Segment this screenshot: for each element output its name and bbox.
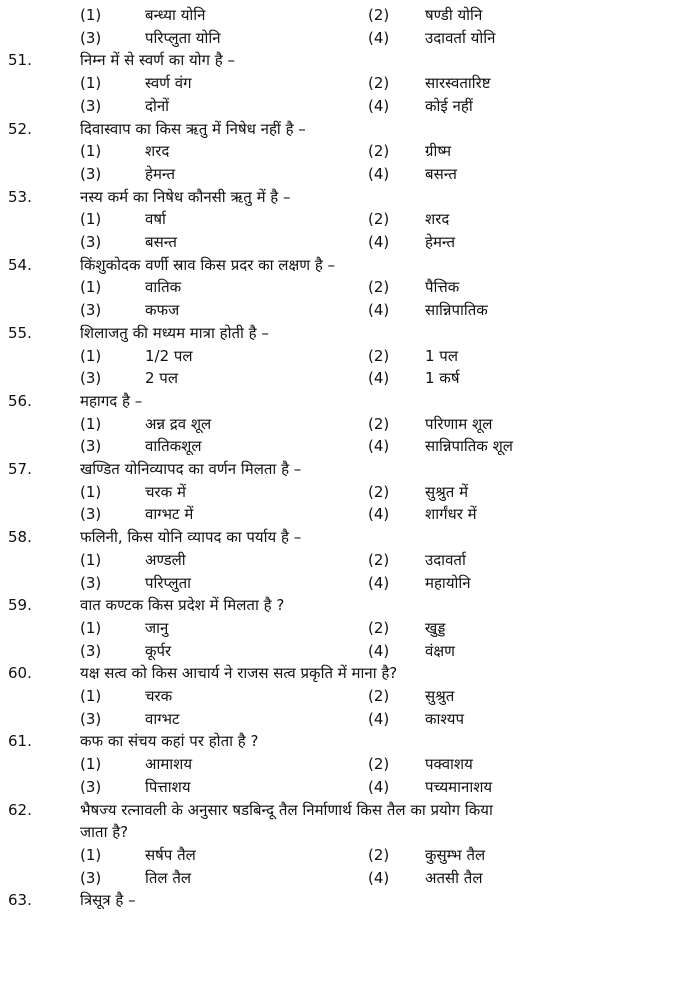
option-text: अतसी तैल [425,868,483,887]
option-row [0,231,700,253]
option-number: (4) [368,233,390,251]
question-row [0,118,700,140]
option-number: (3) [80,777,102,796]
option-number: (2) [368,74,390,93]
option-text: स्वर्ण वंग [145,74,192,93]
question-row [0,594,700,616]
option-text: शरद [145,142,170,161]
question-number: 52. [8,119,32,138]
option-row [0,572,700,594]
option-number: (1) [80,142,102,161]
option-text: परिप्लुता [145,573,192,592]
question-text: यक्ष सत्व को किस आचार्य ने राजस सत्व प्रकृति में माना है? [80,664,398,683]
option-text: काश्यप [425,709,465,728]
question-row [0,889,700,911]
option-text: पित्ताशय [145,777,191,796]
option-row [0,640,700,662]
option-row [0,685,700,707]
question-text: शिलाजतु की मध्यम मात्रा होती है – [80,323,269,342]
option-text: सुश्रुत [425,687,455,705]
option-row [0,4,700,26]
option-text: कुसुम्भ तैल [425,845,486,864]
question-text: कफ का संचय कहां पर होता है ? [80,732,259,751]
option-row [0,163,700,185]
option-number: (1) [80,414,102,433]
question-text: महागद है – [80,391,143,410]
option-row [0,208,700,230]
option-number: (1) [80,845,102,864]
option-number: (1) [80,618,102,637]
question-number: 59. [8,596,32,615]
option-text: चरक में [145,482,186,501]
option-text: हेमन्त [425,233,456,251]
option-row [0,549,700,571]
option-row [0,503,700,525]
option-number: (1) [80,210,102,229]
question-text: भैषज्य रत्नावली के अनुसार षडबिन्दू तैल निर्माणार्थ किस तैल का प्रयोग किया [80,800,493,819]
question-row [0,322,700,344]
option-number: (1) [80,74,102,93]
option-number: (3) [80,301,102,320]
option-number: (3) [80,233,102,251]
option-number: (1) [80,278,102,297]
option-row [0,844,700,866]
option-number: (4) [368,301,390,320]
option-number: (3) [80,437,102,456]
option-number: (4) [368,28,390,47]
question-row [0,186,700,208]
option-text: पक्वाशय [425,755,473,774]
option-number: (2) [368,550,390,569]
option-text: कफज [145,301,180,320]
option-text: उदावर्ता [425,550,466,569]
question-number: 53. [8,187,32,206]
option-row [0,481,700,503]
option-text: सर्षप तैल [145,845,196,864]
option-text: परिणाम शूल [425,414,493,433]
question-number: 63. [8,891,32,910]
option-text: 1 कर्ष [425,369,460,388]
option-row [0,617,700,639]
option-text: खुड्ड [425,618,446,637]
option-text: बसन्त [145,233,177,251]
question-text: नस्य कर्म का निषेध कौनसी ऋतु में है – [80,187,291,206]
option-number: (1) [80,687,102,705]
option-number: (2) [368,845,390,864]
option-row [0,435,700,457]
question-row [0,526,700,548]
question-text: किंशुकोदक वर्णी स्राव किस प्रदर का लक्षण है – [80,255,336,274]
option-row [0,72,700,94]
option-text: 1 पल [425,346,459,365]
option-number: (2) [368,142,390,161]
option-number: (2) [368,210,390,229]
option-number: (3) [80,28,102,47]
option-number: (3) [80,369,102,388]
option-text: वर्षा [145,210,166,229]
option-number: (3) [80,164,102,183]
option-text: सुश्रुत में [425,482,469,501]
option-number: (1) [80,550,102,569]
option-number: (3) [80,505,102,524]
question-text: फलिनी, किस योनि व्यापद का पर्याय है – [80,528,302,547]
option-text: पैत्तिक [425,278,460,297]
option-number: (2) [368,414,390,433]
option-text: हेमन्त [145,164,176,183]
option-text: शार्गंधर में [425,505,477,524]
option-text: महायोनि [425,573,471,592]
option-number: (3) [80,709,102,728]
question-number: 57. [8,460,32,478]
option-number: (4) [368,96,390,115]
question-row [0,390,700,412]
option-number: (4) [368,505,390,524]
question-number: 60. [8,664,32,683]
option-number: (3) [80,868,102,887]
question-row [0,730,700,752]
option-number: (2) [368,482,390,501]
question-number: 56. [8,391,32,410]
option-row [0,367,700,389]
option-number: (2) [368,6,390,24]
option-text: बन्ध्या योनि [145,6,206,24]
option-number: (1) [80,482,102,501]
option-number: (4) [368,573,390,592]
option-text: बसन्त [425,164,457,183]
option-text: वातिकशूल [145,437,202,456]
option-text: परिप्लुता योनि [145,28,221,47]
option-text: जानु [145,618,169,637]
option-text: अन्न द्रव शूल [145,414,212,433]
option-text: आमाशय [145,755,193,774]
option-text: शरद [425,210,450,229]
option-number: (4) [368,437,390,456]
option-row [0,345,700,367]
option-row [0,708,700,730]
option-number: (1) [80,755,102,774]
option-text: कूर्पर [145,641,172,660]
question-number: 62. [8,800,32,819]
option-text: 1/2 पल [145,346,193,365]
option-row [0,753,700,775]
option-row [0,776,700,798]
option-number: (2) [368,346,390,365]
option-text: वाग्भट [145,709,180,728]
question-row [0,254,700,276]
option-number: (2) [368,618,390,637]
option-number: (4) [368,777,390,796]
option-number: (2) [368,687,390,705]
option-row [0,299,700,321]
question-row [0,799,700,821]
option-text: चरक [145,687,173,705]
option-number: (2) [368,278,390,297]
question-row [0,49,700,71]
option-text: षण्डी योनि [425,6,483,24]
option-number: (1) [80,346,102,365]
question-row [0,458,700,480]
option-number: (4) [368,369,390,388]
question-text: खण्डित योनिव्यापद का वर्णन मिलता है – [80,460,302,478]
option-text: 2 पल [145,369,179,388]
option-text: वंक्षण [425,641,455,660]
option-number: (4) [368,641,390,660]
option-number: (3) [80,641,102,660]
option-number: (4) [368,164,390,183]
option-text: कोई नहीं [425,96,473,115]
question-text: दिवास्वाप का किस ऋतु में निषेध नहीं है – [80,119,306,138]
option-number: (3) [80,96,102,115]
question-number: 61. [8,732,32,751]
option-row [0,27,700,49]
option-text: पच्यमानाशय [425,777,493,796]
option-text: सान्निपातिक [425,301,488,320]
option-text: अण्डली [145,550,186,569]
question-text-continued: जाता है? [80,823,129,842]
option-row [0,140,700,162]
option-row [0,413,700,435]
question-text: त्रिसूत्र है – [80,891,136,910]
option-text: सारस्वतारिष्ट [425,74,491,93]
option-number: (1) [80,6,102,24]
option-text: सान्निपातिक शूल [425,437,513,456]
question-text: वात कण्टक किस प्रदेश में मिलता है ? [80,596,285,615]
option-row [0,867,700,889]
question-number: 58. [8,528,32,547]
option-text: ग्रीष्म [425,142,452,161]
option-number: (3) [80,573,102,592]
option-row [0,276,700,298]
option-text: वातिक [145,278,182,297]
option-text: तिल तैल [145,868,192,887]
question-row [0,662,700,684]
question-number: 51. [8,51,32,70]
option-number: (4) [368,709,390,728]
option-text: दोनों [145,96,170,115]
question-row-continued [0,821,700,843]
question-number: 54. [8,255,32,274]
option-number: (2) [368,755,390,774]
option-text: वाग्भट में [145,505,194,524]
option-number: (4) [368,868,390,887]
option-text: उदावर्ता योनि [425,28,496,47]
question-text: निम्न में से स्वर्ण का योग है – [80,51,235,70]
question-number: 55. [8,323,32,342]
option-row [0,95,700,117]
